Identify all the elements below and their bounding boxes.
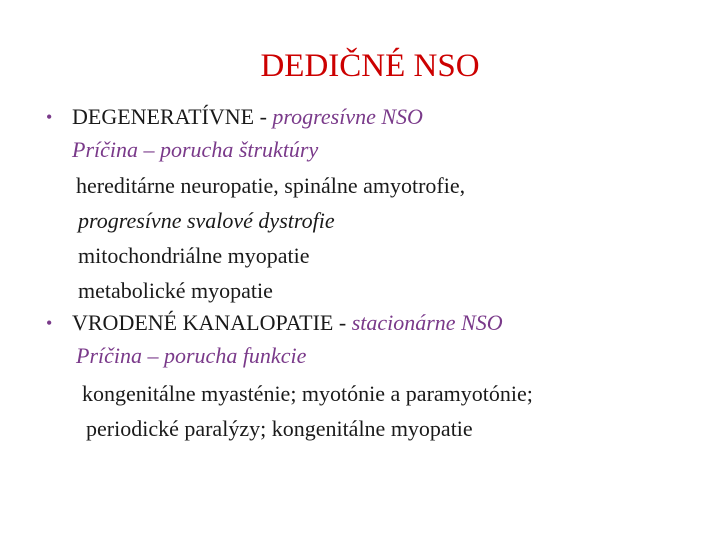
section1-heading [72,104,423,130]
section1-item: mitochondriálne myopatie [78,243,310,268]
section2-heading-text: VRODENÉ KANALOPATIE - [72,310,352,335]
section1-item: progresívne svalové dystrofie [78,208,335,233]
section1-item: hereditárne neuropatie, spinálne amyotrofie, [76,173,466,198]
section2-heading-italic: stacionárne NSO [351,310,503,335]
bullet-2: • [46,313,53,333]
slide-title: DEDIČNÉ NSO [260,48,480,84]
section1-item: metabolické myopatie [78,278,273,303]
bullet-1: • [46,107,53,127]
section2-heading [72,310,503,336]
section2-item: kongenitálne myasténie; myotónie a paramyotónie; [82,381,533,406]
section1-cause: Príčina – porucha štruktúry [72,137,319,162]
section1-heading-italic: progresívne NSO [272,104,423,129]
section1-heading-text: DEGENERATÍVNE - [72,104,273,129]
section2-item: periodické paralýzy; kongenitálne myopatie [86,416,473,441]
section2-cause: Príčina – porucha funkcie [76,343,307,368]
